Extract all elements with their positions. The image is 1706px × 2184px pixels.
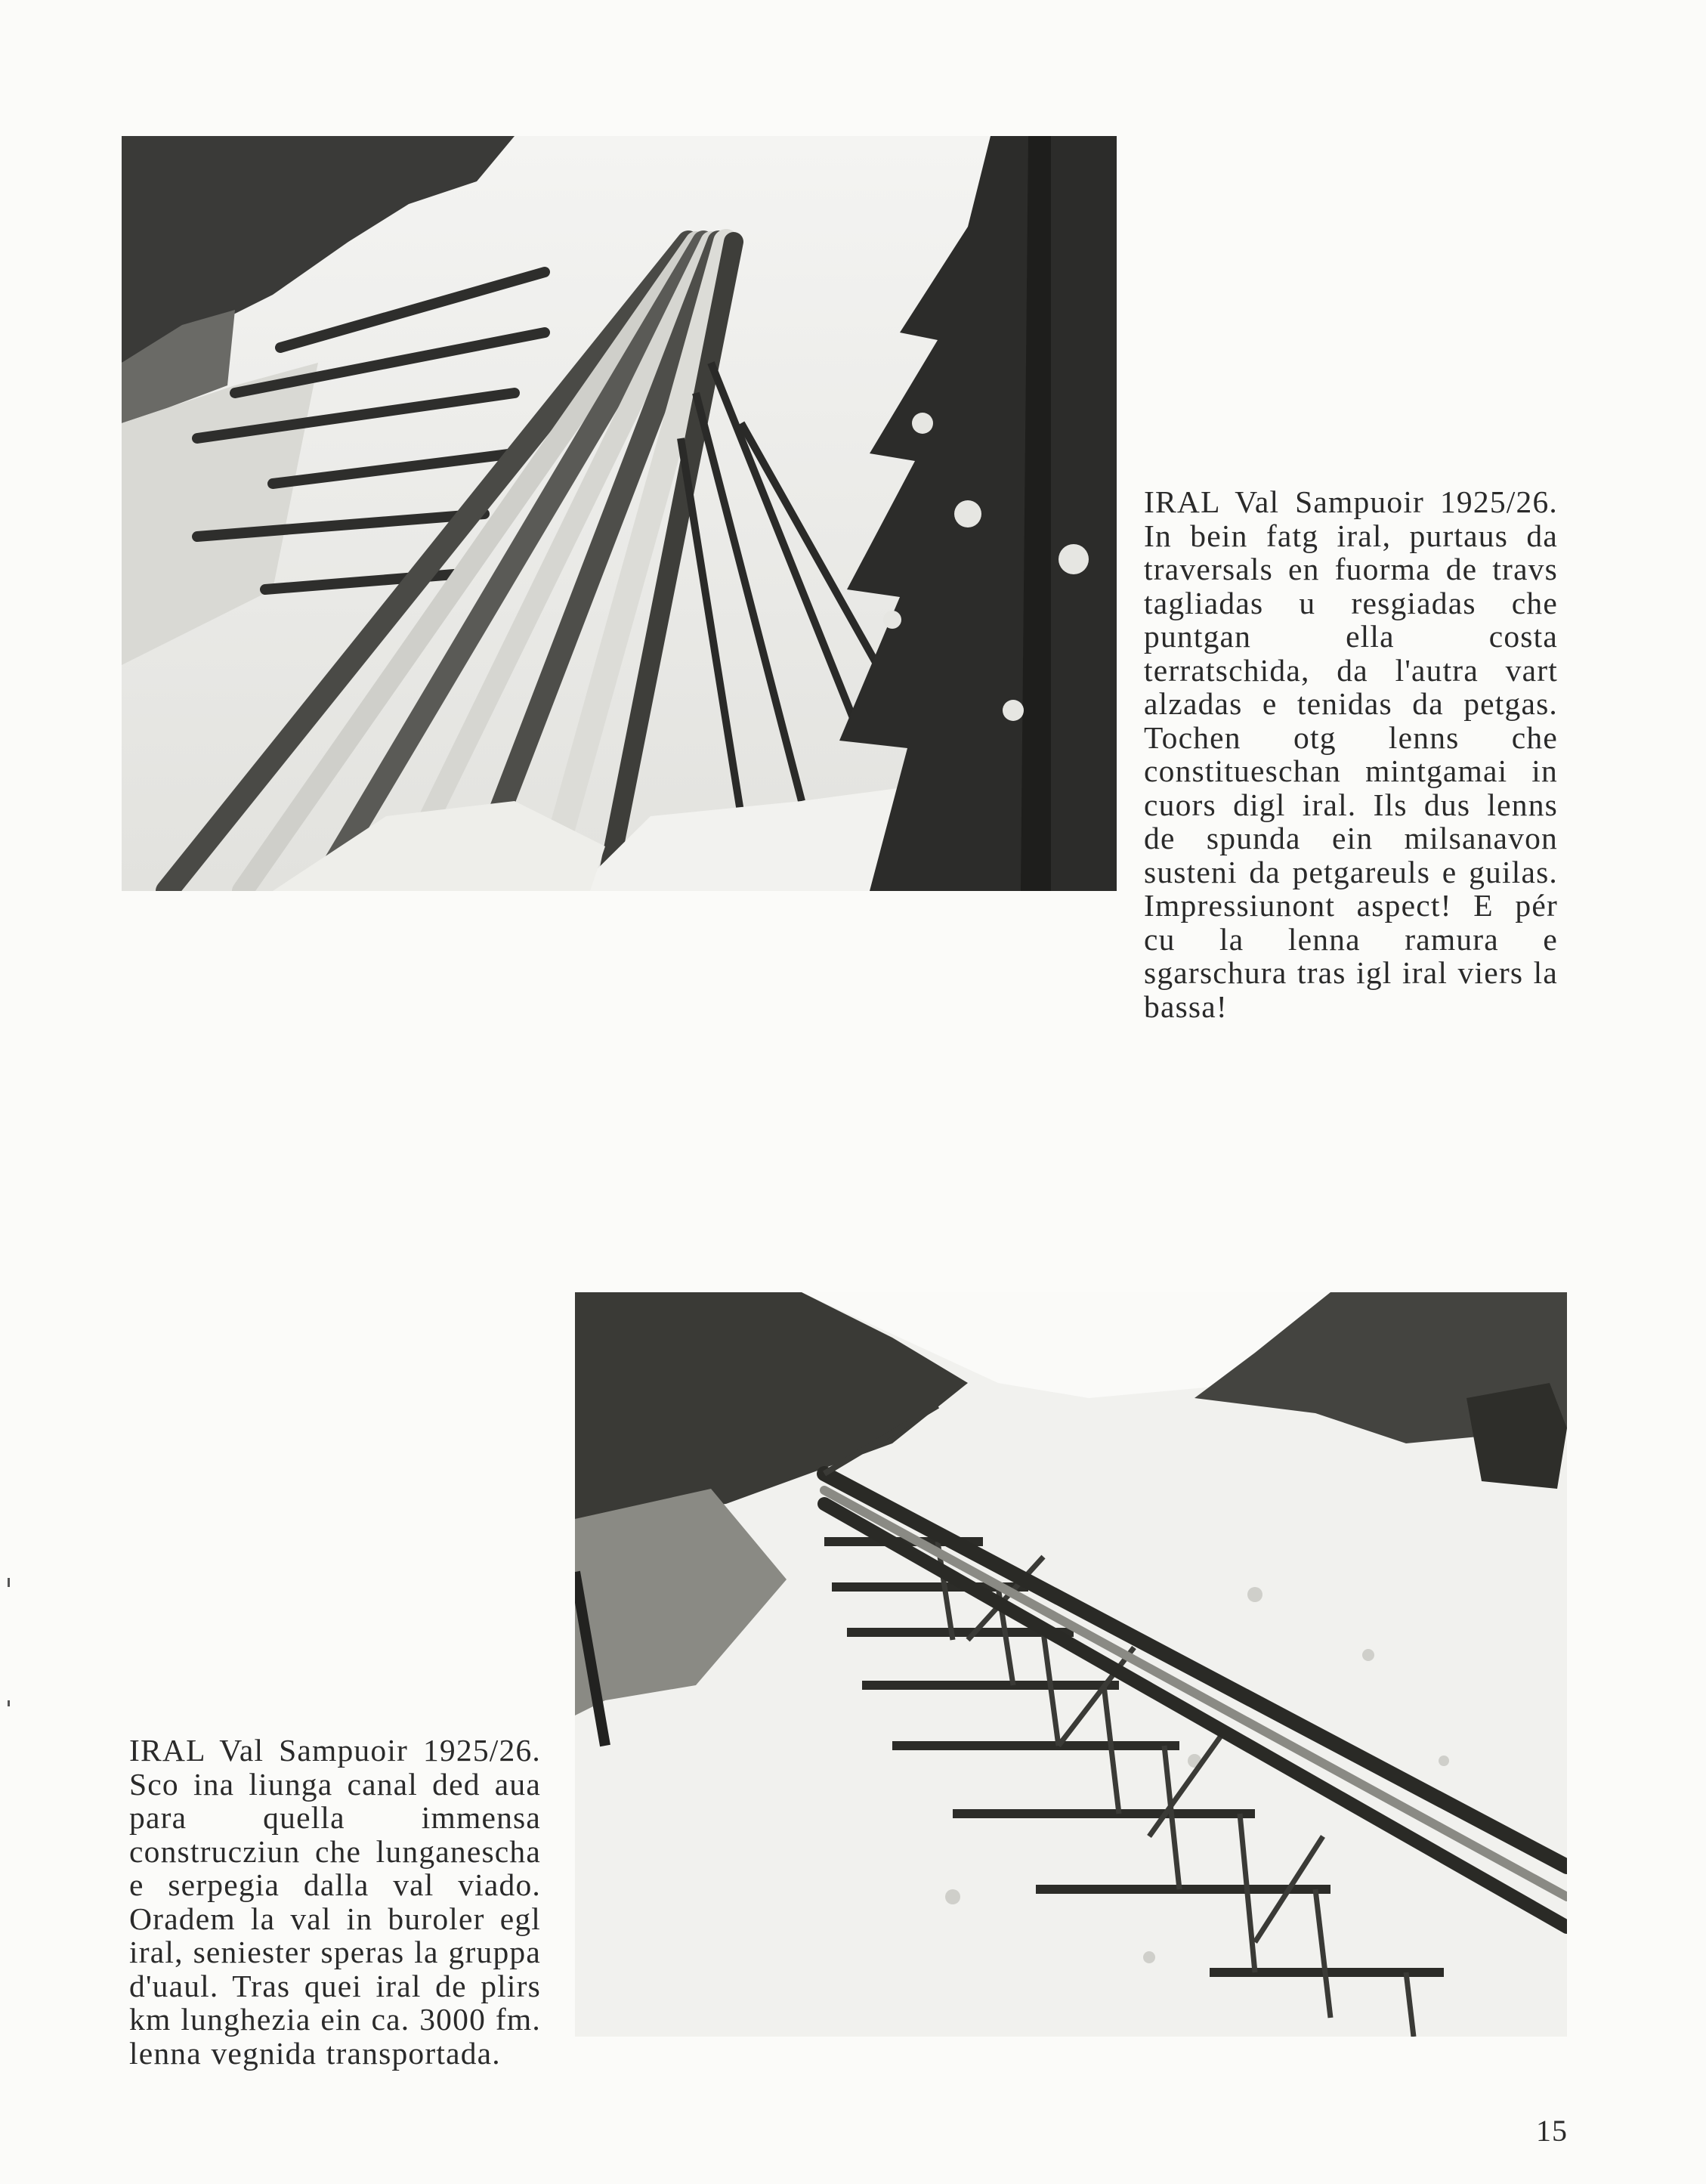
photo-2-illustration	[575, 1292, 1567, 2037]
photo-caption: IRAL Val Sampuoir 1925/26. Sco ina liunga canal ded aua para quella immensa construcziun che lunganescha e serpegia dalla val viado. Oradem la val in buroler egl iral, seniester speras la gruppa d'uaul. Tras quei iral de plirs km lunghezia ein ca. 3000 fm. lenna vegnida transportada.	[129, 1733, 541, 2071]
scan-mark	[8, 1578, 10, 1587]
page-number: 15	[1536, 2114, 1568, 2148]
photo-timber-chute-closeup	[122, 136, 1117, 891]
photo-timber-chute-valley	[575, 1292, 1567, 2037]
photo-caption: IRAL Val Sampuoir 1925/26. In bein fatg iral, purtaus da traversals en fuorma de travs tagliadas u resgiadas che puntgan ella costa terratschida, da l'autra vart alzadas e tenidas da petgas. Tochen otg lenns che constitueschan mintgamai in cuors digl iral. Ils dus lenns de spunda ein milsanavon susteni da petgareuls e guilas. Impressiunont aspect! E pér cu la lenna ramura e sgarschura tras igl iral viers la bassa!	[1144, 484, 1558, 1024]
photo-1-illustration	[122, 136, 1117, 891]
scan-mark	[8, 1700, 10, 1706]
